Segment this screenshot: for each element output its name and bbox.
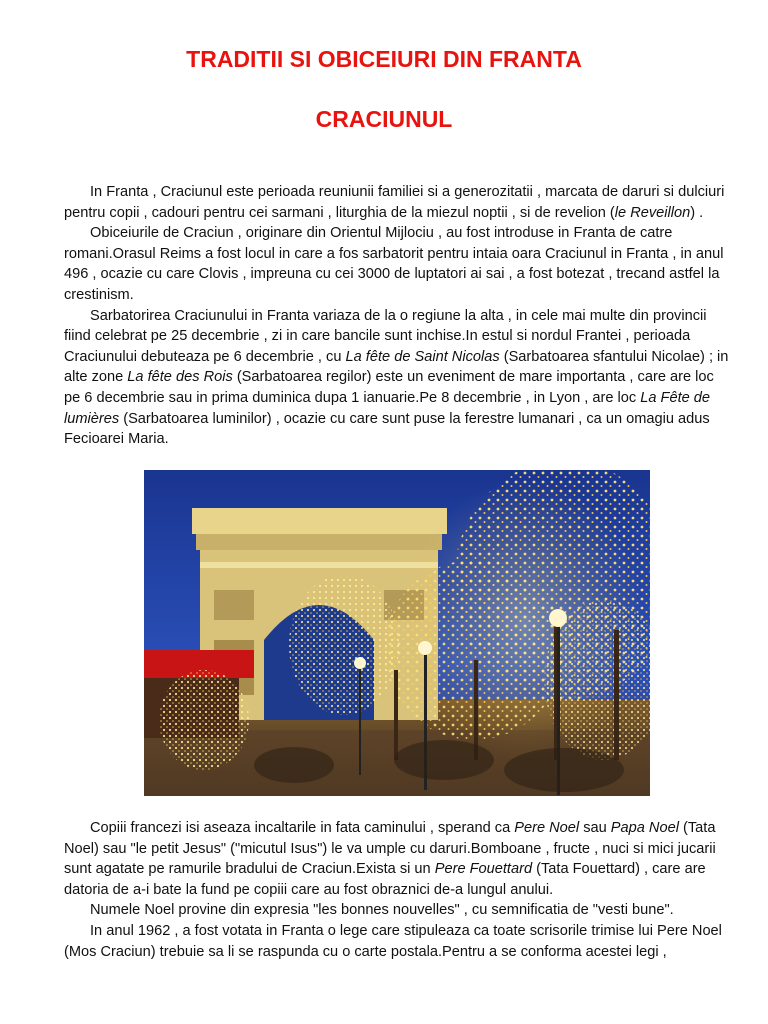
paragraph: Sarbatorirea Craciunului in Franta variaza de la o regiune la alta , in cele mai multe din provincii fiind celebrat pe 25 decembrie , zi in care bancile sunt inchise.In estul si nordul Frantei , perioada Craciunului debuteaza pe 6 decembrie , cu La fête de Saint Nicolas (Sarbatoarea sfantului Nicolae) ; in alte zone La fête des Rois (Sarbatoarea regilor) este un eveniment de mare importanta , care are loc pe 6 decembrie sau in prima duminica dupa 1 ianuarie.Pe 8 decembrie , in Lyon , are loc La Fête de lumières (Sarbatoarea luminilor) , ocazie cu care sunt puse la ferestre lumanari , ca un omagiu adus Fecioarei Maria. xyxy=(64,307,729,448)
document-title: TRADITII SI OBICEIURI DIN FRANTA xyxy=(186,46,582,72)
text-block-bottom xyxy=(64,818,730,962)
paragraph: Obiceiurile de Craciun , originare din Orientul Mijlociu , au fost introduse in Franta de catre romani.Orasul Reims a fost locul in care a fos sarbatorit pentru intaia oara Craciunul in Franta , in anul 496 , ocazie cu care Clovis , impreuna cu cei 3000 de luptatori ai sai , a fost botezat , trecand astfel la crestinism. xyxy=(64,225,724,303)
christmas-arc-de-triomphe-photo xyxy=(144,470,650,796)
paragraph: In anul 1962 , a fost votata in Franta o lege care stipuleaza ca toate scrisorile trimise lui Pere Noel (Mos Craciun) trebuie sa li se raspunda cu o carte postala.Pentru a se conforma acestei legi , xyxy=(64,922,722,960)
paragraph: In Franta , Craciunul este perioada reuniunii familiei si a generozitatii , marcata de daruri si dulciuri pentru copii , cadouri pentru cei sarmani , liturghia de la miezul noptii , si de revelion (le Reveillon) . xyxy=(64,184,725,221)
document-subtitle: CRACIUNUL xyxy=(315,106,453,132)
paragraph: Numele Noel provine din expresia "les bonnes nouvelles" , cu semnificatia de "vesti bune". xyxy=(90,902,674,919)
text-block-top xyxy=(64,182,730,450)
paragraph: Copiii francezi isi aseaza incaltarile in fata caminului , sperand ca Pere Noel sau Papa Noel (Tata Noel) sau "le petit Jesus" ("micutul Isus") le va umple cu daruri.Bomboane , fructe , nuci si mici jucarii sunt agatate pe ramurile bradului de Craciun.Exista si un Pere Fouettard (Tata Fouettard) , care are datoria de a-i bate la fund pe copiii care au fost obraznici de-a lungul anului. xyxy=(64,820,716,898)
